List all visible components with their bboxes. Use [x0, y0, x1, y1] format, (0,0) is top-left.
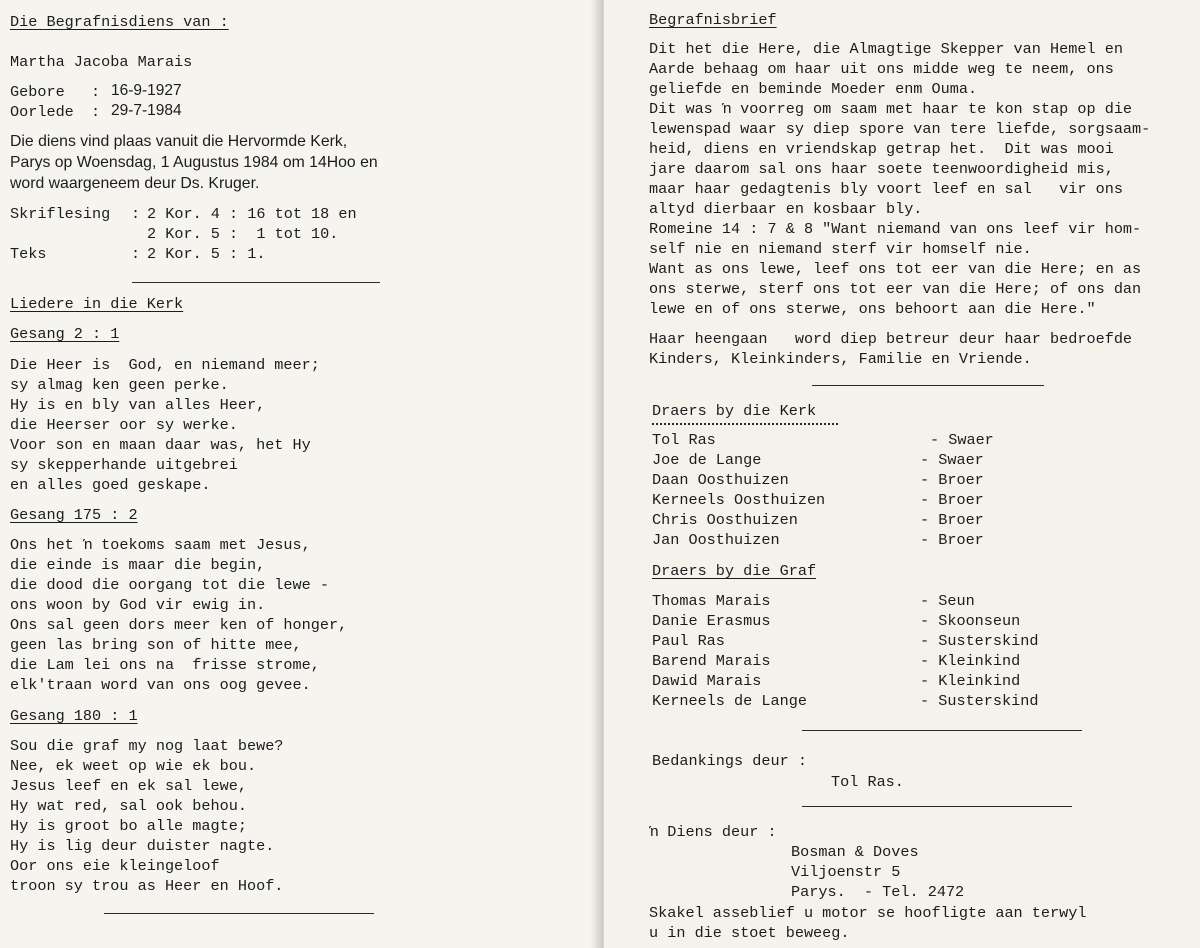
bearer-relation: - Broer	[920, 531, 984, 549]
born-colon: :	[91, 83, 101, 101]
undertaker-line: Bosman & Doves	[791, 843, 919, 861]
hymn-line: geen las bring son of hitte mee,	[10, 636, 302, 654]
service-line: word waargeneem deur Ds. Kruger.	[10, 175, 260, 192]
bearer-name: Jan Oosthuizen	[652, 531, 780, 549]
letter-line: ons sterwe, sterf ons tot eer van die Here; of ons dan	[649, 280, 1142, 298]
text-colon: :	[131, 245, 141, 263]
hymn-line: sy almag ken geen perke.	[10, 376, 229, 394]
mourn-line: Kinders, Kleinkinders, Familie en Vriende.	[649, 350, 1032, 368]
hymn-line: Nee, ek weet op wie ek bou.	[10, 757, 257, 775]
hymn-line: Hy is en bly van alles Heer,	[10, 396, 266, 414]
hymn-line: Hy is groot bo alle magte;	[10, 817, 247, 835]
letter-line: lewenspad waar sy diep spore van tere liefde, sorgsaam-	[649, 120, 1151, 138]
bearer-relation: - Broer	[920, 491, 984, 509]
bearer-relation: - Swaer	[930, 431, 994, 449]
letter-line: Dit het die Here, die Almagtige Skepper van Hemel en	[649, 40, 1123, 58]
hymn-line: Jesus leef en ek sal lewe,	[10, 777, 247, 795]
hymn-line: die einde is maar die begin,	[10, 556, 266, 574]
letter-line: Aarde behaag om haar uit ons midde weg te neem, ons	[649, 60, 1114, 78]
letter-line: self nie en niemand sterf vir homself nie.	[649, 240, 1032, 258]
divider	[802, 806, 1072, 807]
bearer-name: Chris Oosthuizen	[652, 511, 798, 529]
hymn-title: Gesang 180 : 1	[10, 707, 138, 725]
thanks-label: Bedankings deur :	[652, 752, 807, 770]
thanks-name: Tol Ras.	[831, 773, 904, 791]
hymn-line: Hy wat red, sal ook behou.	[10, 797, 247, 815]
text-label: Teks	[10, 245, 47, 263]
service-heading: Die Begrafnisdiens van :	[10, 13, 229, 31]
bearer-relation: - Broer	[920, 471, 984, 489]
hymn-line: Oor ons eie kleingeloof	[10, 857, 220, 875]
letter-line: geliefde en beminde Moeder enm Ouma.	[649, 80, 978, 98]
hymn-line: Hy is lig deur duister nagte.	[10, 837, 275, 855]
letter-heading: Begrafnisbrief	[649, 11, 777, 29]
letter-line: heid, diens en vriendskap getrap het. Dit was mooi	[649, 140, 1114, 158]
hymn-line: troon sy trou as Heer en Hoof.	[10, 877, 284, 895]
text-value: 2 Kor. 5 : 1.	[147, 245, 266, 263]
divider	[812, 385, 1044, 386]
service-line: Parys op Woensdag, 1 Augustus 1984 om 14Hoo en	[10, 154, 378, 171]
bearer-name: Dawid Marais	[652, 672, 762, 690]
reading-line: 2 Kor. 4 : 16 tot 18 en	[147, 205, 357, 223]
hymn-line: Voor son en maan daar was, het Hy	[10, 436, 311, 454]
divider	[802, 730, 1082, 731]
hymn-title: Gesang 2 : 1	[10, 325, 120, 343]
hymn-line: die Heerser oor sy werke.	[10, 416, 238, 434]
undertaker-line: Viljoenstr 5	[791, 863, 901, 881]
divider	[132, 282, 380, 283]
bearer-relation: - Broer	[920, 511, 984, 529]
bearer-name: Daan Oosthuizen	[652, 471, 789, 489]
born-date: 16-9-1927	[111, 82, 182, 99]
bearer-name: Joe de Lange	[652, 451, 762, 469]
bearer-name: Tol Ras	[652, 431, 716, 449]
songs-heading: Liedere in die Kerk	[10, 295, 184, 313]
church-bearers-heading: Draers by die Kerk	[652, 402, 817, 420]
bearer-name: Danie Erasmus	[652, 612, 771, 630]
hymn-title: Gesang 175 : 2	[10, 506, 138, 524]
letter-line: Dit was ŉ voorreg om saam met haar te kon stap op die	[649, 100, 1133, 118]
bearer-relation: - Susterskind	[920, 692, 1039, 710]
deceased-name: Martha Jacoba Marais	[10, 53, 193, 71]
bearer-relation: - Kleinkind	[920, 672, 1021, 690]
bearer-relation: - Swaer	[920, 451, 984, 469]
letter-line: Romeine 14 : 7 & 8 "Want niemand van ons leef vir hom-	[649, 220, 1142, 238]
letter-line: lewe en of ons sterwe, ons behoort aan die Here."	[649, 300, 1096, 318]
hymn-line: en alles goed geskape.	[10, 476, 211, 494]
grave-bearers-heading: Draers by die Graf	[652, 562, 817, 580]
closing-line: Skakel asseblief u motor se hoofligte aan terwyl	[649, 904, 1087, 922]
reading-colon: :	[131, 205, 141, 223]
hymn-line: die Lam lei ons na frisse strome,	[10, 656, 320, 674]
closing-line: u in die stoet beweeg.	[649, 924, 850, 942]
letter-line: maar haar gedagtenis bly voort leef en sal vir ons	[649, 180, 1123, 198]
divider	[104, 913, 374, 914]
bearer-name: Paul Ras	[652, 632, 725, 650]
hymn-line: die dood die oorgang tot die lewe -	[10, 576, 329, 594]
reading-line: 2 Kor. 5 : 1 tot 10.	[147, 225, 339, 243]
hymn-line: elk'traan word van ons oog gevee.	[10, 676, 311, 694]
bearer-name: Kerneels Oosthuizen	[652, 491, 826, 509]
service-line: Die diens vind plaas vanuit die Hervormde Kerk,	[10, 133, 348, 150]
died-label: Oorlede	[10, 103, 74, 121]
mourn-line: Haar heengaan word diep betreur deur haar bedroefde	[649, 330, 1133, 348]
hymn-line: Ons sal geen dors meer ken of honger,	[10, 616, 348, 634]
hymn-line: Die Heer is God, en niemand meer;	[10, 356, 320, 374]
left-page	[0, 0, 596, 948]
reading-label: Skriflesing	[10, 205, 111, 223]
bearer-relation: - Susterskind	[920, 632, 1039, 650]
dotted-underline	[652, 423, 838, 425]
right-page	[604, 0, 1200, 948]
bearer-relation: - Skoonseun	[920, 612, 1021, 630]
bearer-name: Barend Marais	[652, 652, 771, 670]
hymn-line: Ons het ŉ toekoms saam met Jesus,	[10, 536, 311, 554]
bearer-relation: - Kleinkind	[920, 652, 1021, 670]
service-by-label: ŉ Diens deur :	[649, 823, 777, 841]
letter-line: Want as ons lewe, leef ons tot eer van die Here; en as	[649, 260, 1142, 278]
undertaker-line: Parys. - Tel. 2472	[791, 883, 965, 901]
born-label: Gebore	[10, 83, 65, 101]
hymn-line: ons woon by God vir ewig in.	[10, 596, 266, 614]
letter-line: jare daarom sal ons haar soete teenwoordigheid mis,	[649, 160, 1114, 178]
letter-line: altyd dierbaar en kosbaar bly.	[649, 200, 923, 218]
hymn-line: Sou die graf my nog laat bewe?	[10, 737, 284, 755]
died-date: 29-7-1984	[111, 102, 182, 119]
bearer-name: Kerneels de Lange	[652, 692, 807, 710]
hymn-line: sy skepperhande uitgebrei	[10, 456, 238, 474]
bearer-name: Thomas Marais	[652, 592, 771, 610]
died-colon: :	[91, 103, 101, 121]
bearer-relation: - Seun	[920, 592, 975, 610]
